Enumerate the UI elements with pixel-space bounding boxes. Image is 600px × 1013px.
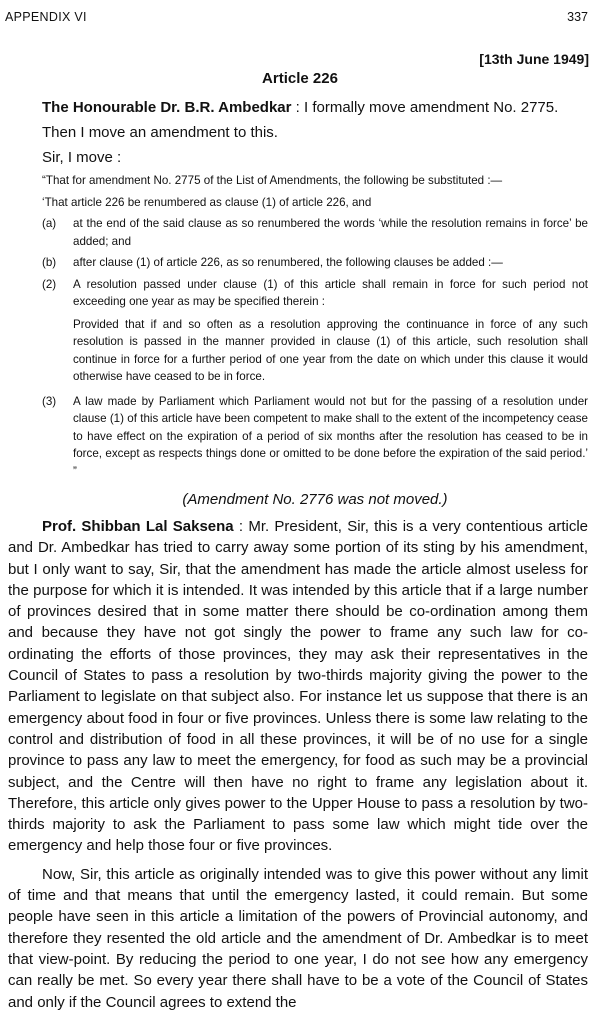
not-moved-note: (Amendment No. 2776 was not moved.)	[182, 491, 448, 508]
opening-text: : I formally move amendment No. 2775.	[291, 99, 559, 116]
item-text: after clause (1) of article 226, as so renumbered, the following clauses be added :—	[73, 256, 503, 269]
speaker-name: The Honourable Dr. B.R. Ambedkar	[42, 99, 292, 116]
item-label: (b)	[42, 256, 57, 269]
quote-item	[42, 254, 588, 272]
quote-lead: ‘That article 226 be renumbered as clause (1) of article 226, and	[42, 195, 372, 209]
item-label: (a)	[42, 217, 57, 230]
quote-intro: “That for amendment No. 2775 of the List of Amendments, the following be substituted :—	[42, 174, 503, 187]
speech-paragraph	[8, 516, 588, 857]
quote-item	[42, 215, 588, 250]
opening-line	[42, 96, 588, 119]
sitting-date: [13th June 1949]	[479, 51, 589, 67]
quote-item	[42, 393, 588, 481]
article-title: Article 226	[262, 70, 338, 87]
quote-proviso: Provided that if and so often as a resolution approving the continuance in force of any such resolution is passed in the manner provided in clause (1) of this article, such resolution shall continue in force for a further period of one year from the date on which under this clause it would otherwise have ceased to be in force.	[73, 317, 588, 383]
speech-section	[8, 516, 588, 1013]
running-header: APPENDIX VI	[5, 10, 87, 24]
page-number: 337	[567, 10, 588, 24]
speaker-name: Prof. Shibban Lal Saksena	[42, 518, 234, 535]
item-label: (3)	[42, 394, 57, 408]
speech-text: : Mr. President, Sir, this is a very contentious article and Dr. Ambedkar has tried to carry away some portion of its sting by his amendment, but I only want to say, Sir, that the amendment has made the article almost useless for the purpose for which it is intended. It was intended by this article that if a large number of provinces desired that in some matter there should be co-ordination among them and because they have not got singly the power to frame any such law for co-ordinating the efforts of those provinces, they may ask their representatives in the Council of States to pass a resolution by two-thirds majority giving the power to the Parliament to legislate on that subject also. For instance let us suppose that there is an emergency about food in four or five provinces. Unless there is some law relating to the control and distribution of food in all these provinces, it will be of no use for a single province to pass any law to meet the emergency, for food as such may be a provincial subject, and the Centre will then have no right to frame any legislation about it. Therefore, this article only gives power to the Upper House to pass a resolution by two-thirds majority to ask the Parliament to pass some law which might tide over the emergency and help those four or five provinces.	[8, 518, 588, 855]
opening-line-3: Sir, I move :	[42, 149, 122, 166]
item-text: A law made by Parliament which Parliament would not but for the passing of a resolution under clause (1) of this article have been competent to make shall to the extent of the incompetency cease to have effect on the expiration of a period of six months after the resolution has ceased to be in force, except as respects things done or omitted to be done before the expiration of the said period.’ ”	[73, 394, 588, 478]
item-label: (2)	[42, 277, 57, 291]
quote-item	[42, 276, 588, 311]
item-text: A resolution passed under clause (1) of this article shall remain in force for such period not exceeding one year as may be specified therein :	[73, 277, 588, 308]
speech-paragraph: Now, Sir, this article as originally intended was to give this power without any limit of time and that means that until the emergency lasted, it could remain. But some people have seen in this article a limitation of the powers of Provincial autonomy, and therefore they resented the old article and the amendment of Dr. Ambedkar is to meet that view-point. By reducing the period to one year, I do not see how any emergency can really be met. So every year there shall have to be a vote of the Council of States and only if the Council agrees to extend the	[8, 865, 588, 1011]
opening-line-2: Then I move an amendment to this.	[42, 124, 278, 141]
item-text: at the end of the said clause as so renumbered the words ‘while the resolution remains in force’ be added; and	[73, 217, 588, 248]
amendment-section	[42, 96, 588, 511]
